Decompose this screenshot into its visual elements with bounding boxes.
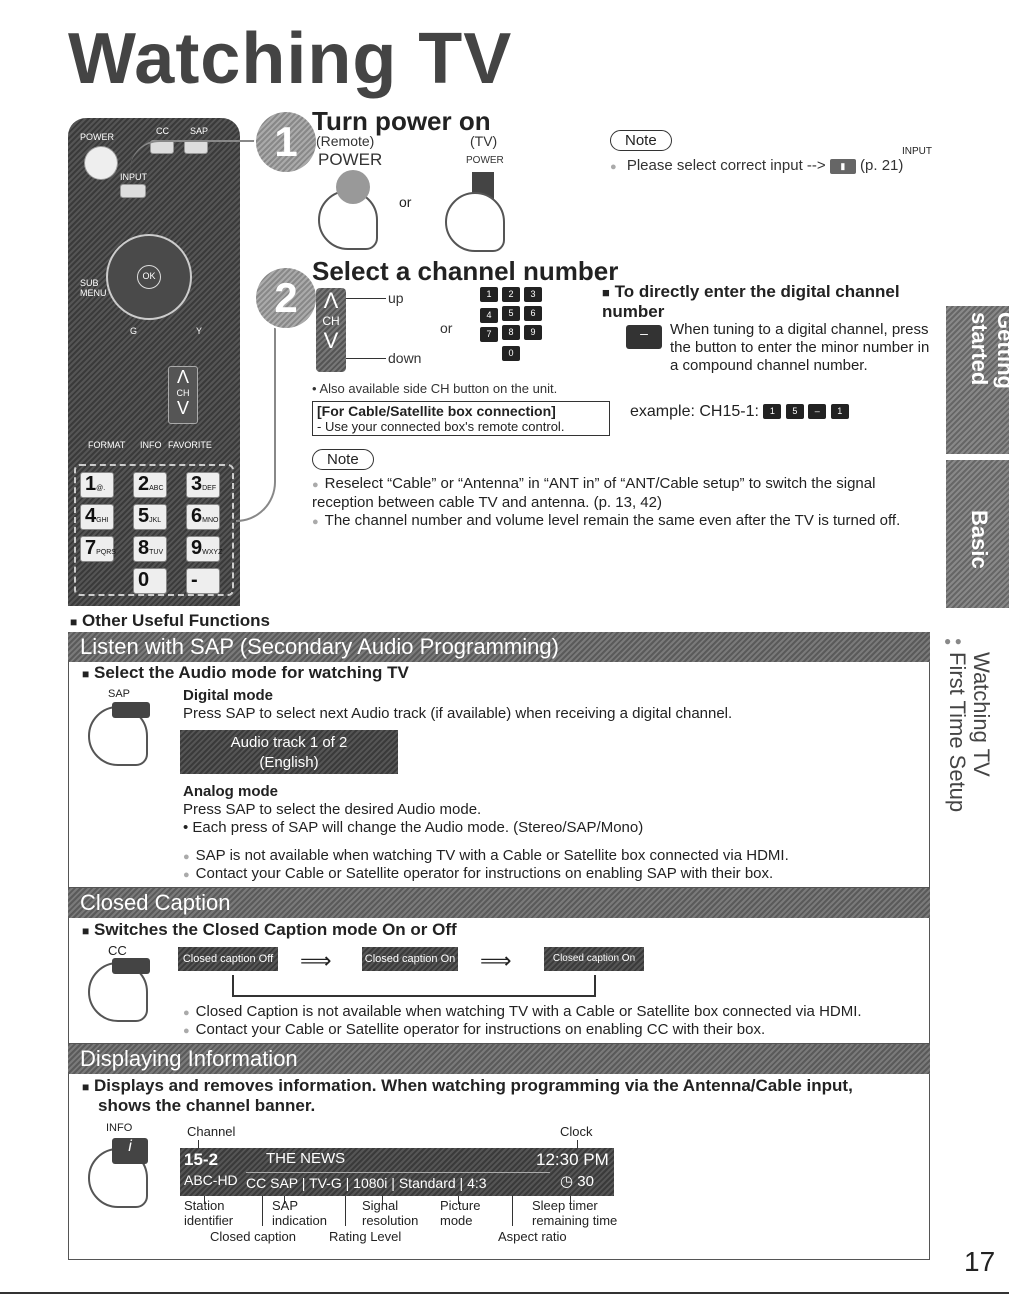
remote-control-illustration [68, 118, 240, 606]
digital-mode-text: Press SAP to select next Audio track (if available) when receiving a digital channel. [183, 705, 733, 722]
callout-line [345, 1196, 346, 1226]
key-4: 4GHI [80, 504, 114, 530]
info-subheading: ■ Displays and removes information. When watching programming via the Antenna/Cable input, [82, 1076, 853, 1095]
note-bullet: ● The channel number and volume level remain the same even after the TV is turned off. [312, 512, 930, 531]
digital-heading: ■ To directly enter the digital channel number [602, 282, 900, 321]
callout-line [262, 1196, 263, 1226]
key-5: 5JKL [133, 504, 167, 530]
dpad-icon [106, 234, 192, 320]
analog-mode-text: Press SAP to select the desired Audio mode. [183, 801, 482, 818]
callout-aspect: Aspect ratio [498, 1229, 567, 1244]
banner-status-row: CC SAP | TV-G | 1080i | Standard | 4:3 [246, 1172, 550, 1192]
cycle-return-arrow-icon [232, 975, 596, 997]
down-line [346, 358, 386, 359]
tv-label: (TV) [470, 133, 498, 149]
callout-closed-caption: Closed caption [210, 1229, 296, 1244]
ok-button: OK [137, 265, 161, 289]
ch-rocker-icon: Λ CH V [168, 366, 198, 424]
key-7: 7PQRS [80, 536, 114, 562]
remote-y-label: Y [196, 326, 203, 336]
cc-mode-on-mute: Closed caption On mute [544, 947, 644, 971]
remote-format-label: FORMAT [88, 440, 126, 450]
key-6: 6MNO [186, 504, 220, 530]
osd-line-1: Audio track 1 of 2 [230, 734, 348, 751]
note-label: Note [312, 449, 374, 470]
info-button-label: INFO [106, 1122, 133, 1134]
step-1-heading: Turn power on [312, 106, 491, 136]
audio-track-osd [180, 730, 398, 774]
tv-power-label: POWER [466, 155, 504, 166]
power-button-icon [336, 170, 370, 204]
or-text: or [399, 194, 412, 210]
number-key-grid-icon: 1 2 3 4 5 6 7 8 9 0 [480, 286, 570, 361]
sap-note-1: ● SAP is not available when watching TV with a Cable or Satellite box connected via HDMI. [183, 847, 789, 864]
callout-line [512, 1196, 513, 1226]
other-functions-heading: ■ Other Useful Functions [70, 611, 270, 630]
input-button-icon [120, 184, 146, 198]
cc-section-bar: Closed Caption [68, 888, 930, 918]
key-1: 1@. [80, 472, 114, 498]
remote-input-label: INPUT [120, 172, 147, 182]
sap-note-2: ● Contact your Cable or Satellite operator for instructions on enabling SAP with their box. [183, 865, 773, 882]
banner-resolution: 1080i [353, 1175, 388, 1191]
info-subheading-2: shows the channel banner. [98, 1096, 316, 1115]
banner-cc: CC [246, 1175, 267, 1191]
callout-signal: Signal resolution [362, 1198, 419, 1228]
remote-power-label: POWER [80, 132, 115, 142]
page-number: 17 [964, 1246, 996, 1277]
cc-note-1: ● Closed Caption is not available when watching TV with a Cable or Satellite box connected via HDMI. [183, 1003, 862, 1020]
sap-section-bar: Listen with SAP (Secondary Audio Programming) [68, 632, 930, 662]
cc-subheading: ■ Switches the Closed Caption mode On or Off [82, 920, 457, 939]
cable-box-text: - Use your connected box's remote control. [317, 419, 565, 434]
link-watching-tv[interactable]: Watching TV [969, 652, 994, 777]
remote-info-label: INFO [140, 440, 162, 450]
callout-station: Station identifier [184, 1198, 234, 1228]
callout-sleep: Sleep timer remaining time [532, 1198, 618, 1228]
sap-button-icon [112, 702, 150, 718]
remote-g-label: G [130, 326, 138, 336]
osd-line-2: (English) [259, 754, 319, 771]
key-2: 2ABC [133, 472, 167, 498]
connector-line [236, 304, 276, 522]
link-first-time-setup[interactable]: First Time Setup [945, 652, 970, 813]
note-input-text: ● Please select correct input --> ▮ (p. 21) [610, 157, 903, 174]
tab-basic[interactable]: Basic [946, 460, 1009, 608]
down-label: down [388, 350, 422, 366]
key-dash: - [186, 568, 220, 594]
power-label: POWER [318, 150, 383, 169]
callout-sap: SAP indication [272, 1198, 327, 1228]
banner-aspect: 4:3 [467, 1175, 487, 1191]
step-1-circle: 1 [256, 112, 316, 172]
key-8: 8TUV [133, 536, 167, 562]
cable-box-title: [For Cable/Satellite box connection] [317, 403, 556, 419]
cc-button-icon [112, 958, 150, 974]
cc-mode-off: Closed caption Off [178, 947, 278, 971]
callout-picture: Picture mode [440, 1198, 481, 1228]
key-0: 0 [133, 568, 167, 594]
cable-box-note [312, 401, 610, 436]
note-label: Note [610, 130, 672, 151]
note-2-bullets [312, 475, 930, 531]
info-section-bar: Displaying Information [68, 1044, 930, 1074]
key-3: 3DEF [186, 472, 220, 498]
sap-button-label: SAP [108, 688, 131, 700]
banner-time: 12:30 PM [536, 1150, 609, 1169]
analog-mode-title: Analog mode [183, 783, 279, 800]
sap-subheading: ■ Select the Audio mode for watching TV [82, 663, 409, 682]
cc-mode-on: Closed caption On [362, 947, 458, 971]
banner-rating: TV-G [309, 1175, 342, 1191]
banner-station: ABC-HD [184, 1172, 238, 1188]
remote-sap-label: SAP [190, 126, 209, 136]
banner-sleep: ◷ 30 [560, 1173, 594, 1190]
side-ch-note: • Also available side CH button on the unit. [312, 381, 558, 396]
cc-button-label: CC [108, 943, 127, 958]
step-2-circle: 2 [256, 268, 316, 328]
banner-channel: 15-2 [184, 1150, 219, 1169]
or-text: or [440, 320, 453, 336]
tab-getting-started[interactable]: Getting started [946, 306, 1009, 454]
info-button-icon: i [112, 1138, 148, 1164]
banner-program: THE NEWS [266, 1150, 346, 1167]
power-button-icon [84, 146, 118, 180]
arrow-right-icon: ⟹ [480, 948, 512, 973]
callout-rating: Rating Level [329, 1229, 402, 1244]
remote-label: (Remote) [316, 133, 375, 149]
clock-callout: Clock [560, 1124, 593, 1139]
banner-sap: SAP [270, 1175, 298, 1191]
key-9: 9WXYZ [186, 536, 220, 562]
banner-picture: Standard [398, 1175, 456, 1191]
hand-press-icon [445, 192, 505, 252]
remote-submenu-label: SUB MENU [80, 278, 107, 298]
input-label: INPUT [902, 146, 932, 157]
channel-callout: Channel [187, 1124, 236, 1139]
remote-favorite-label: FAVORITE [168, 440, 212, 450]
page-title: Watching TV [68, 19, 513, 99]
note-bullet: ● Reselect “Cable” or “Antenna” in “ANT in” of “ANT/Cable setup” to switch the signal reception between cable TV and antenna. (p. 13, 42) [312, 475, 930, 512]
dash-key-icon: – [626, 325, 662, 349]
input-key-icon: ▮ [830, 159, 856, 174]
remote-ch-label: CH [176, 388, 190, 398]
ch-rocker-icon: Λ CH V [316, 288, 346, 372]
connector-line [130, 140, 260, 170]
remote-cc-label: CC [156, 126, 169, 136]
arrow-right-icon: ⟹ [300, 948, 332, 973]
digital-example: example: CH15-1: 1 5 – 1 [630, 403, 849, 421]
up-label: up [388, 290, 404, 306]
digital-mode-title: Digital mode [183, 687, 274, 704]
up-line [346, 298, 386, 299]
bottom-rule [0, 1292, 1009, 1294]
step-2-heading: Select a channel number [312, 256, 619, 286]
analog-mode-bullet: • Each press of SAP will change the Audio mode. (Stereo/SAP/Mono) [183, 819, 644, 836]
ch-label: CH [322, 314, 340, 328]
cc-note-2: ● Contact your Cable or Satellite operator for instructions on enabling CC with their box. [183, 1021, 765, 1038]
channel-banner [180, 1148, 614, 1196]
digital-text: When tuning to a digital channel, press the button to enter the minor number in a compound channel number. [670, 321, 930, 374]
bullet-icons: ● ● [944, 634, 962, 648]
